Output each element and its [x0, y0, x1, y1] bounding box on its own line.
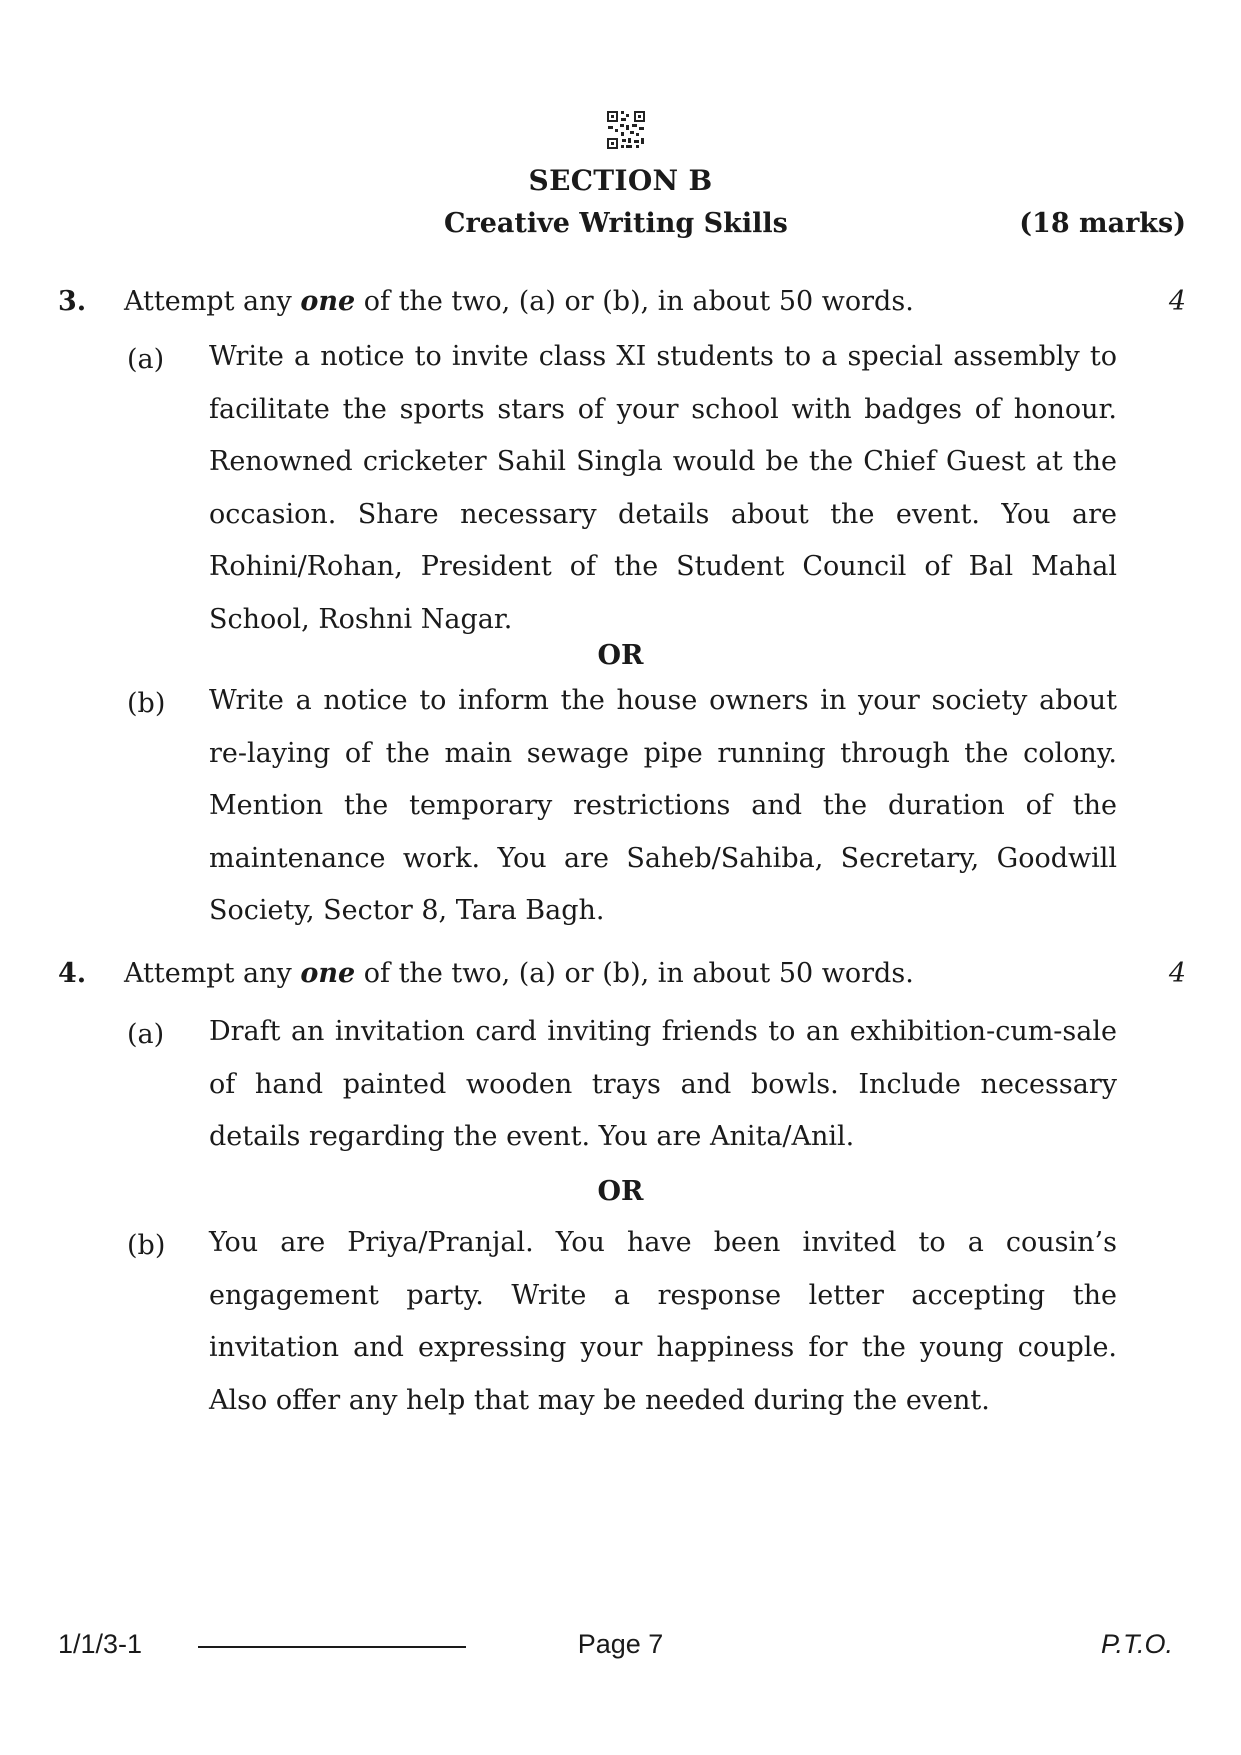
option-label: (b) [127, 1230, 166, 1261]
qr-code-icon [606, 110, 646, 150]
prompt-text: of the two, (a) or (b), in about 50 words. [355, 286, 914, 317]
option-text: You are Priya/Pranjal. You have been invited to a cousin’s engagement party. Write a response letter accepting the invitation and expressing your happiness for the young couple. Also offer any help that may be needed during the event. [209, 1227, 1117, 1416]
option-text: Write a notice to inform the house owners in your society about re-laying of the main sewage pipe running through the colony. Mention the temporary restrictions and the duration of the maintenance work. You are Saheb/Sahiba, Secretary, Goodwill Society, Sector 8, Tara Bagh. [209, 685, 1117, 926]
paper-code: 1/1/3-1 [58, 1629, 143, 1659]
option-label: (a) [127, 344, 165, 375]
page-number: Page 7 [577, 1629, 664, 1659]
question-number: 3. [58, 286, 87, 317]
question-marks: 4 [1168, 958, 1186, 989]
pto-label: P.T.O. [1100, 1629, 1173, 1659]
option-label: (a) [127, 1019, 165, 1050]
section-title: SECTION B [528, 164, 713, 197]
option-text: Draft an invitation card inviting friends to an exhibition-cum-sale of hand painted wooden trays and bowls. Include necessary details regarding the event. You are Anita/Anil. [209, 1016, 1117, 1152]
prompt-emphasis: one [300, 286, 356, 317]
or-separator: OR [597, 1176, 644, 1207]
question-prompt [124, 286, 914, 317]
option-text: Write a notice to invite class XI students to a special assembly to facilitate the sports stars of your school with badges of honour. Renowned cricketer Sahil Singla would be the Chief Guest at the occasion. Share necessary details about the event. You are Rohini/Rohan, President of the Student Council of Bal Mahal School, Roshni Nagar. [209, 341, 1117, 635]
section-marks: (18 marks) [1019, 208, 1186, 239]
prompt-emphasis: one [300, 958, 356, 989]
prompt-text: Attempt any [124, 958, 301, 989]
prompt-text: Attempt any [124, 286, 301, 317]
option-label: (b) [127, 688, 166, 719]
question-marks: 4 [1168, 286, 1186, 317]
or-separator: OR [597, 640, 644, 671]
question-prompt [124, 958, 914, 989]
section-subtitle: Creative Writing Skills [444, 208, 788, 239]
prompt-text: of the two, (a) or (b), in about 50 words. [355, 958, 914, 989]
question-number: 4. [58, 958, 87, 989]
